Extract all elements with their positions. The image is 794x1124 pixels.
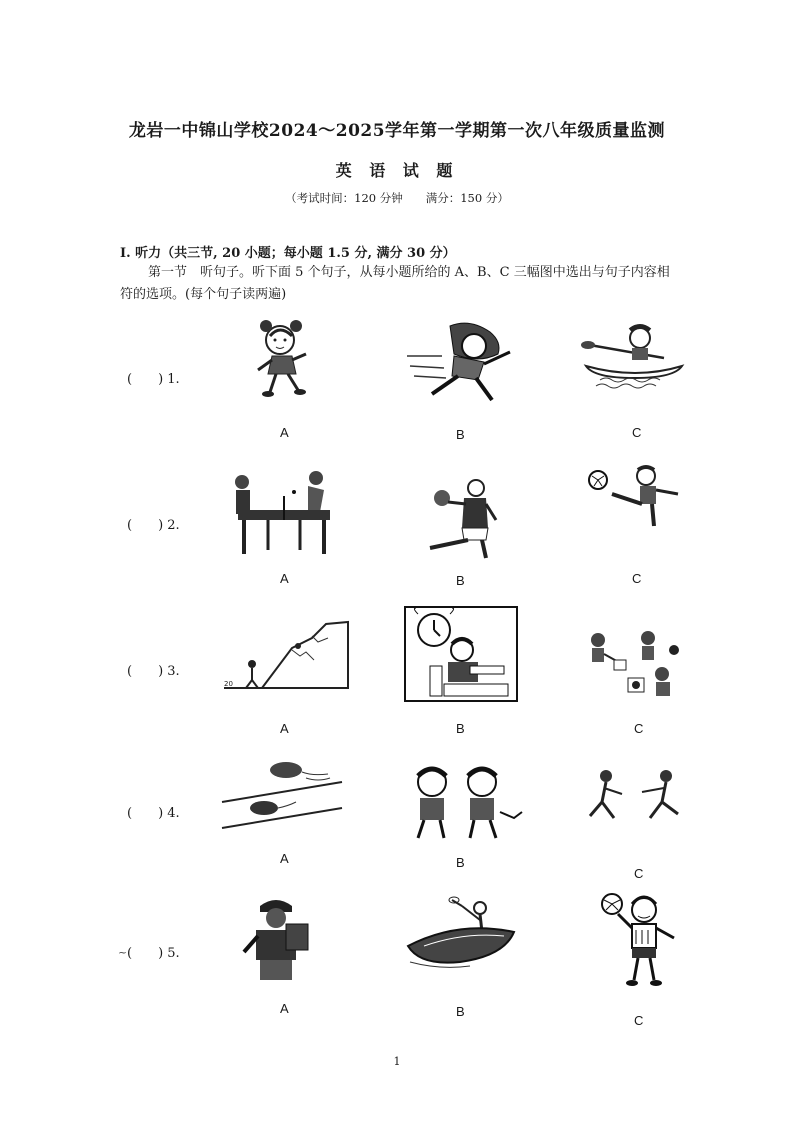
question-3-option-b-label: B — [456, 721, 465, 736]
question-5-label: ( ) 5. — [127, 946, 180, 961]
question-1-option-b-picture — [402, 316, 522, 406]
question-5-option-a-picture — [236, 896, 320, 984]
question-2-option-b-picture — [420, 478, 510, 560]
question-3-option-a-label: A — [280, 721, 289, 736]
listening-instructions: 第一节 听句子。听下面 5 个句子，从每小题所给的 A、B、C 三幅图中选出与句子内容相符的选项。(每个句子读两遍) — [120, 265, 670, 302]
exam-time-and-score: （考试时间：120 分钟 满分：150 分） — [285, 191, 509, 205]
question-2-option-a-picture — [228, 466, 338, 558]
question-3-option-b-picture — [404, 606, 518, 702]
question-4-option-c-label: C — [634, 866, 644, 881]
question-1-option-a-label: A — [280, 425, 289, 440]
question-2-option-c-picture — [584, 464, 684, 530]
scan-mark: ~ — [118, 946, 128, 959]
question-4-option-a-picture — [216, 758, 346, 834]
question-4-option-b-picture — [404, 762, 526, 842]
question-3-option-c-label: C — [634, 721, 644, 736]
question-5-option-b-picture — [404, 896, 518, 976]
question-4-option-a-label: A — [280, 851, 289, 866]
listening-section-heading: I. 听力（共三节, 20 小题；每小题 1.5 分, 满分 30 分） — [120, 246, 456, 261]
question-1-label: ( ) 1. — [127, 372, 180, 387]
question-4-option-c-picture — [580, 766, 696, 832]
question-1-option-a-picture — [236, 312, 328, 404]
question-2-label: ( ) 2. — [127, 518, 180, 533]
question-2-option-b-label: B — [456, 573, 465, 588]
question-2-option-c-label: C — [632, 571, 642, 586]
question-5-option-c-picture — [596, 890, 680, 990]
question-3-label: ( ) 3. — [127, 664, 180, 679]
question-4-label: ( ) 4. — [127, 806, 180, 821]
exam-title: 龙岩一中锦山学校2024～2025学年第一学期第一次八年级质量监测 — [128, 121, 666, 141]
question-5-option-c-label: C — [634, 1013, 644, 1028]
exam-subject: 英 语 试 题 — [335, 161, 459, 180]
question-1-option-b-label: B — [456, 427, 465, 442]
question-5-option-a-label: A — [280, 1001, 289, 1016]
svg-text:20: 20 — [224, 680, 233, 688]
page-number: 1 — [393, 1055, 401, 1068]
question-3-option-c-picture — [578, 630, 686, 704]
question-2-option-a-label: A — [280, 571, 289, 586]
question-4-option-b-label: B — [456, 855, 465, 870]
question-3-option-a-picture — [222, 620, 350, 690]
question-5-option-b-label: B — [456, 1004, 465, 1019]
question-1-option-c-picture — [580, 320, 686, 390]
question-1-option-c-label: C — [632, 425, 642, 440]
